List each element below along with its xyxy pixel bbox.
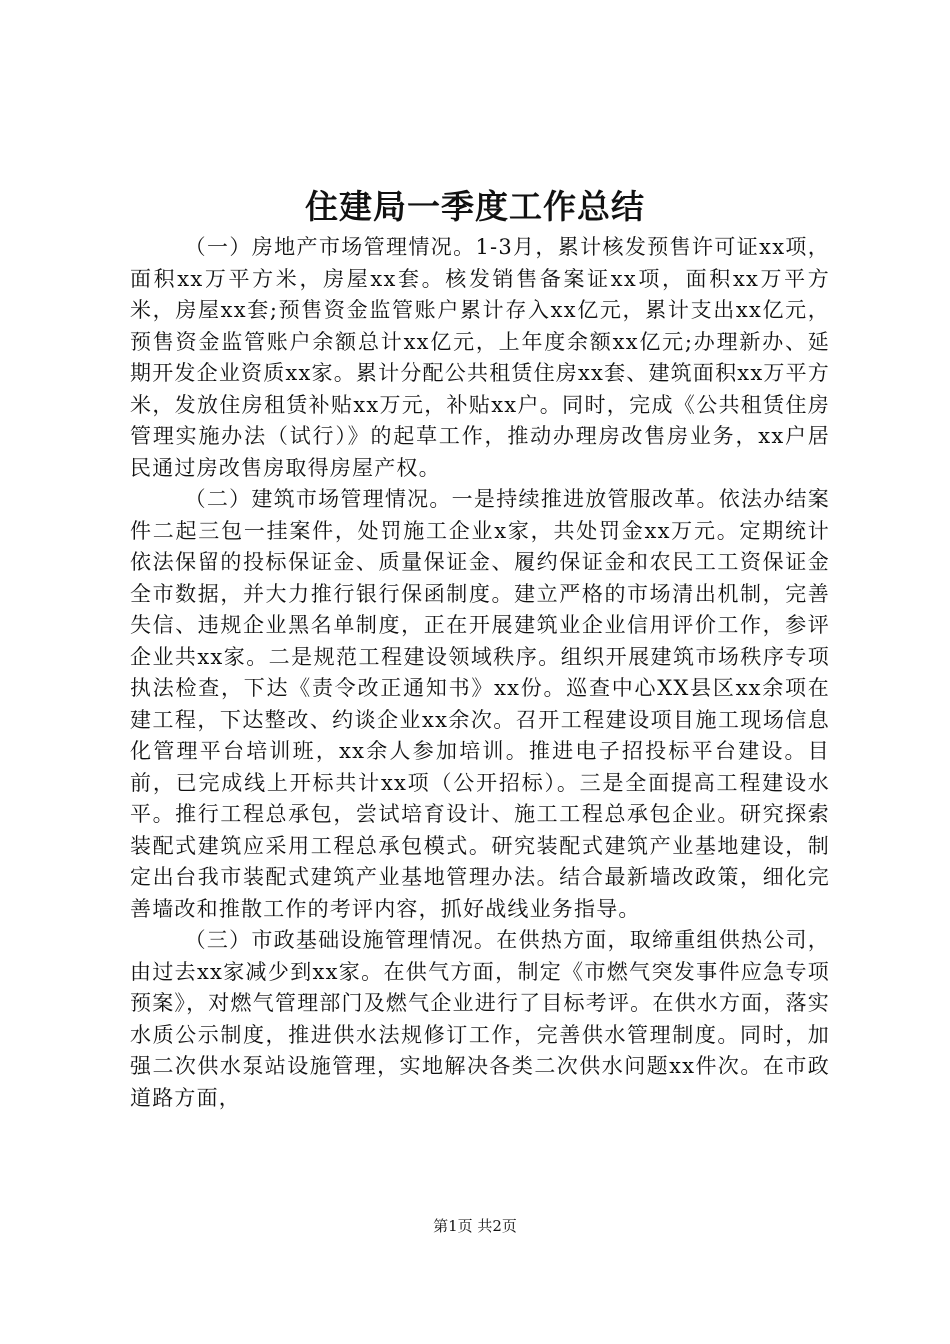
document-title: 住建局一季度工作总结 [305,187,645,226]
paragraph-construction-market: （二）建筑市场管理情况。一是持续推进放管服改革。依法办结案件二起三包一挂案件，处罚施工企业x家，共处罚金xx万元。定期统计依法保留的投标保证金、质量保证金、履约保证金和农民工工资保证金全市数据，并大力推行银行保函制度。建立严格的市场清出机制，完善失信、违规企业黑名单制度，正在开展建筑业企业信用评价工作，参评企业共xx家。二是规范工程建设领域秩序。组织开展建筑市场秩序专项执法检查，下达《责令改正通知书》xx份。巡查中心XX县区xx余项在建工程，下达整改、约谈企业xx余次。召开工程建设项目施工现场信息化管理平台培训班，xx余人参加培训。推进电子招投标平台建设。目前，已完成线上开标共计xx项（公开招标）。三是全面提高工程建设水平。推行工程总承包，尝试培育设计、施工工程总承包企业。研究探索装配式建筑应采用工程总承包模式。研究装配式建筑产业基地建设，制定出台我市装配式建筑产业基地管理办法。结合最新墙改政策，细化完善墙改和推散工作的考评内容，抓好战线业务指导。 [130,487,830,921]
document-body [130,232,830,1114]
paragraph-municipal-infrastructure: （三）市政基础设施管理情况。在供热方面，取缔重组供热公司，由过去xx家减少到xx家。在供气方面，制定《市燃气突发事件应急专项预案》，对燃气管理部门及燃气企业进行了目标考评。在供水方面，落实水质公示制度，推进供水法规修订工作，完善供水管理制度。同时，加强二次供水泵站设施管理，实地解决各类二次供水问题xx件次。在市政道路方面， [130,928,830,1110]
page-number-footer: 第1页 共2页 [433,1217,517,1235]
paragraph-real-estate: （一）房地产市场管理情况。1-3月，累计核发预售许可证xx项，面积xx万平方米，房屋xx套。核发销售备案证xx项，面积xx万平方米，房屋xx套;预售资金监管账户累计存入xx亿元，累计支出xx亿元，预售资金监管账户余额总计xx亿元，上年度余额xx亿元;办理新办、延期开发企业资质xx家。累计分配公共租赁住房xx套、建筑面积xx万平方米，发放住房租赁补贴xx万元，补贴xx户。同时，完成《公共租赁住房管理实施办法（试行）》的起草工作，推动办理房改售房业务，xx户居民通过房改售房取得房屋产权。 [130,235,830,480]
